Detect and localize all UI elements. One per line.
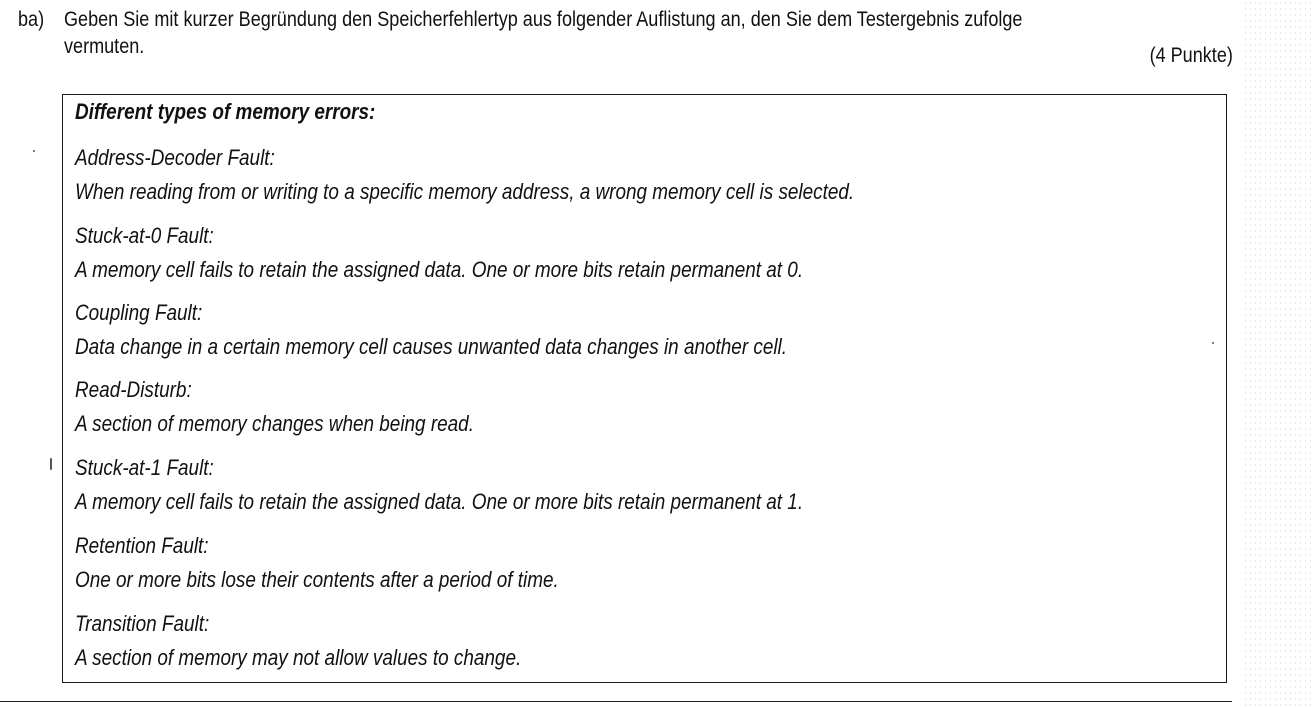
error-name: Coupling Fault:	[75, 300, 203, 325]
memory-errors-box	[62, 94, 1227, 683]
error-name: Transition Fault:	[75, 611, 210, 636]
scan-speck	[33, 150, 35, 152]
error-entry	[75, 219, 803, 287]
error-description: Data change in a certain memory cell causes unwanted data changes in another cell.	[75, 334, 788, 359]
points-label: (4 Punkte)	[1149, 44, 1233, 67]
scan-speck	[1212, 342, 1214, 344]
scan-speck	[50, 458, 52, 470]
error-description: A section of memory may not allow values to change.	[75, 645, 522, 670]
error-name: Stuck-at-1 Fault:	[75, 455, 214, 480]
error-entry	[75, 141, 854, 209]
scan-noise	[1243, 0, 1313, 707]
error-description: A memory cell fails to retain the assigned data. One or more bits retain permanent at 1.	[75, 489, 804, 514]
error-description: One or more bits lose their contents after a period of time.	[75, 567, 559, 592]
error-name: Read-Disturb:	[75, 377, 192, 402]
page-divider	[0, 701, 1232, 702]
error-name: Retention Fault:	[75, 533, 209, 558]
error-name: Address-Decoder Fault:	[75, 145, 275, 170]
error-entry	[75, 296, 787, 364]
question-label: ba)	[18, 8, 45, 31]
error-description: A memory cell fails to retain the assigned data. One or more bits retain permanent at 0.	[75, 257, 804, 282]
error-entry	[75, 607, 521, 675]
error-entry	[75, 529, 559, 597]
error-entry	[75, 373, 474, 441]
question-line-2: vermuten.	[64, 35, 145, 58]
error-description: A section of memory changes when being read.	[75, 411, 474, 436]
error-name: Stuck-at-0 Fault:	[75, 223, 214, 248]
question-text	[64, 6, 1173, 60]
box-title: Different types of memory errors:	[75, 99, 376, 124]
question-line-1: Geben Sie mit kurzer Begründung den Speicherfehlertyp aus folgender Auflistung an, den Sie dem Testergebnis zufolge	[64, 8, 1023, 31]
error-entry	[75, 451, 803, 519]
error-description: When reading from or writing to a specific memory address, a wrong memory cell is selected.	[75, 179, 855, 204]
